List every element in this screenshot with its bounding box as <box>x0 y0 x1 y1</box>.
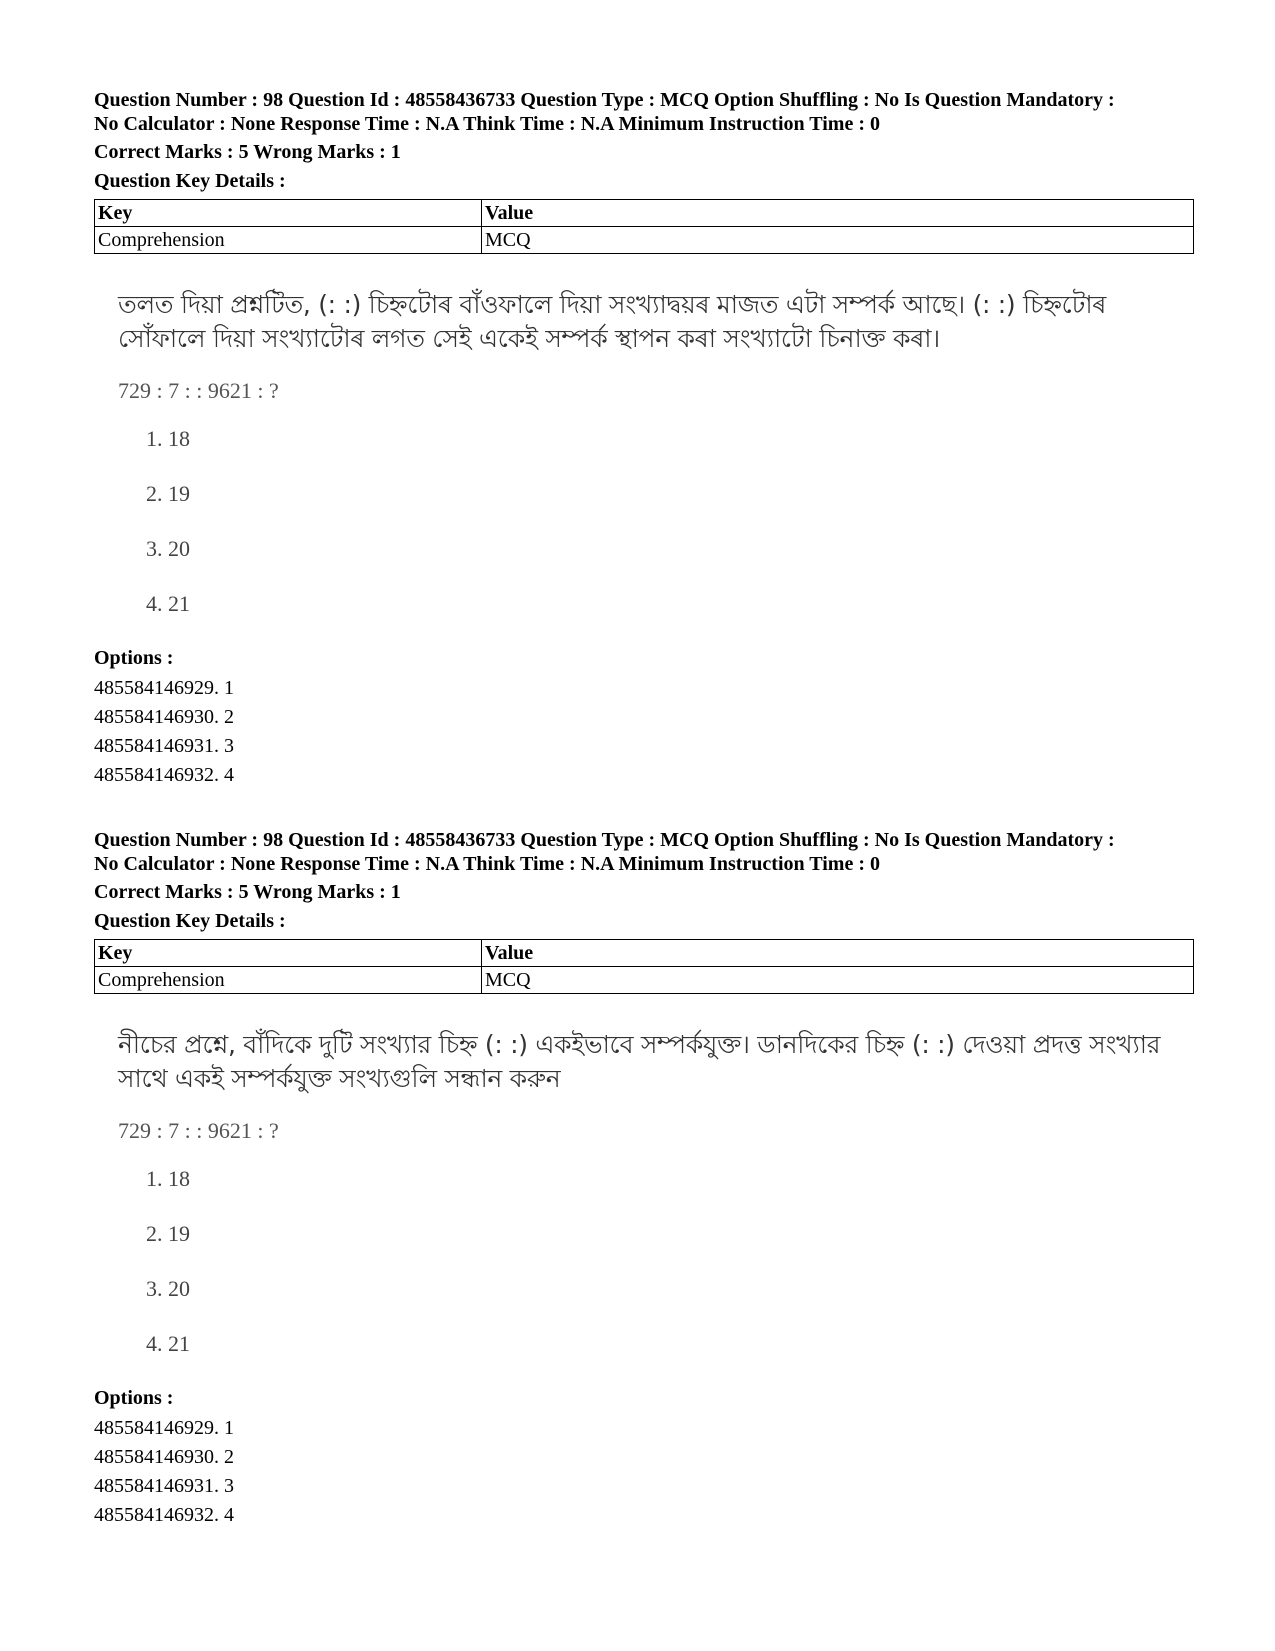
table-row <box>95 967 1194 994</box>
ratio-expression: 729 : 7 : : 9621 : ? <box>118 378 279 403</box>
choice-item: 1. 18 <box>146 426 190 451</box>
options-list <box>94 1414 1194 1530</box>
key-details-table <box>94 199 1194 254</box>
document-page <box>94 88 1194 1530</box>
choice-item: 1. 18 <box>146 1166 190 1191</box>
choice-list <box>118 1166 1194 1386</box>
question-meta-line: No Calculator : None Response Time : N.A Think Time : N.A Minimum Instruction Time : 0 <box>94 853 880 875</box>
choice-item: 4. 21 <box>146 1331 190 1356</box>
question-meta-line: Question Number : 98 Question Id : 48558436733 Question Type : MCQ Option Shuffling : No Is Question Mandatory : <box>94 829 1115 851</box>
option-item: 485584146930. 2 <box>94 1446 234 1468</box>
question-text: নীচের প্রশ্নে, বাঁদিকে দুটি সংখ্যার চিহ্ন (: :) একইভাবে সম্পর্কযুক্ত। ডানদিকের চিহ্ন (: :) দেওয়া প্রদত্ত সংখ্যার সাথে একই সম্পর্কযুক্ত সংখ্যগুলি সন্ধান করুন <box>118 1030 1161 1093</box>
choice-item: 2. 19 <box>146 481 190 506</box>
table-header-value: Value <box>482 200 1194 227</box>
options-label: Options : <box>94 647 174 669</box>
question-meta <box>94 88 1194 136</box>
block-spacer <box>94 790 1194 828</box>
question-image <box>118 1028 1194 1386</box>
question-block <box>94 88 1194 790</box>
option-item: 485584146932. 4 <box>94 764 234 786</box>
option-item: 485584146929. 1 <box>94 1417 234 1439</box>
table-cell-key: Comprehension <box>95 967 482 994</box>
choice-list <box>118 426 1194 646</box>
options-list <box>94 674 1194 790</box>
choice-item: 4. 21 <box>146 591 190 616</box>
table-header-value: Value <box>482 940 1194 967</box>
choice-item: 3. 20 <box>146 536 190 561</box>
question-meta-line: Question Number : 98 Question Id : 48558436733 Question Type : MCQ Option Shuffling : No Is Question Mandatory : <box>94 89 1115 111</box>
table-cell-value: MCQ <box>482 227 1194 254</box>
options-label: Options : <box>94 1387 174 1409</box>
key-details-label: Question Key Details : <box>94 170 286 192</box>
option-item: 485584146931. 3 <box>94 735 234 757</box>
table-header-key: Key <box>95 940 482 967</box>
key-details-table <box>94 939 1194 994</box>
option-item: 485584146932. 4 <box>94 1504 234 1526</box>
key-details-label: Question Key Details : <box>94 910 286 932</box>
table-header-row <box>95 940 1194 967</box>
option-item: 485584146931. 3 <box>94 1475 234 1497</box>
table-cell-key: Comprehension <box>95 227 482 254</box>
option-item: 485584146929. 1 <box>94 677 234 699</box>
question-meta-line: No Calculator : None Response Time : N.A Think Time : N.A Minimum Instruction Time : 0 <box>94 113 880 135</box>
marks-line: Correct Marks : 5 Wrong Marks : 1 <box>94 881 401 903</box>
ratio-expression: 729 : 7 : : 9621 : ? <box>118 1118 279 1143</box>
question-meta <box>94 828 1194 876</box>
question-block <box>94 828 1194 1530</box>
question-text: তলত দিয়া প্ৰশ্নটিত, (: :) চিহ্নটোৰ বাঁওফালে দিয়া সংখ্যাদ্বয়ৰ মাজত এটা সম্পৰ্ক আছে। (: :) চিহ্নটোৰ সোঁফালে দিয়া সংখ্যাটোৰ লগত সেই একেই সম্পৰ্ক স্থাপন কৰা সংখ্যাটো চিনাক্ত কৰা। <box>118 290 1107 353</box>
choice-item: 3. 20 <box>146 1276 190 1301</box>
choice-item: 2. 19 <box>146 1221 190 1246</box>
table-cell-value: MCQ <box>482 967 1194 994</box>
table-row <box>95 227 1194 254</box>
option-item: 485584146930. 2 <box>94 706 234 728</box>
table-header-row <box>95 200 1194 227</box>
question-image <box>118 288 1194 646</box>
table-header-key: Key <box>95 200 482 227</box>
marks-line: Correct Marks : 5 Wrong Marks : 1 <box>94 141 401 163</box>
